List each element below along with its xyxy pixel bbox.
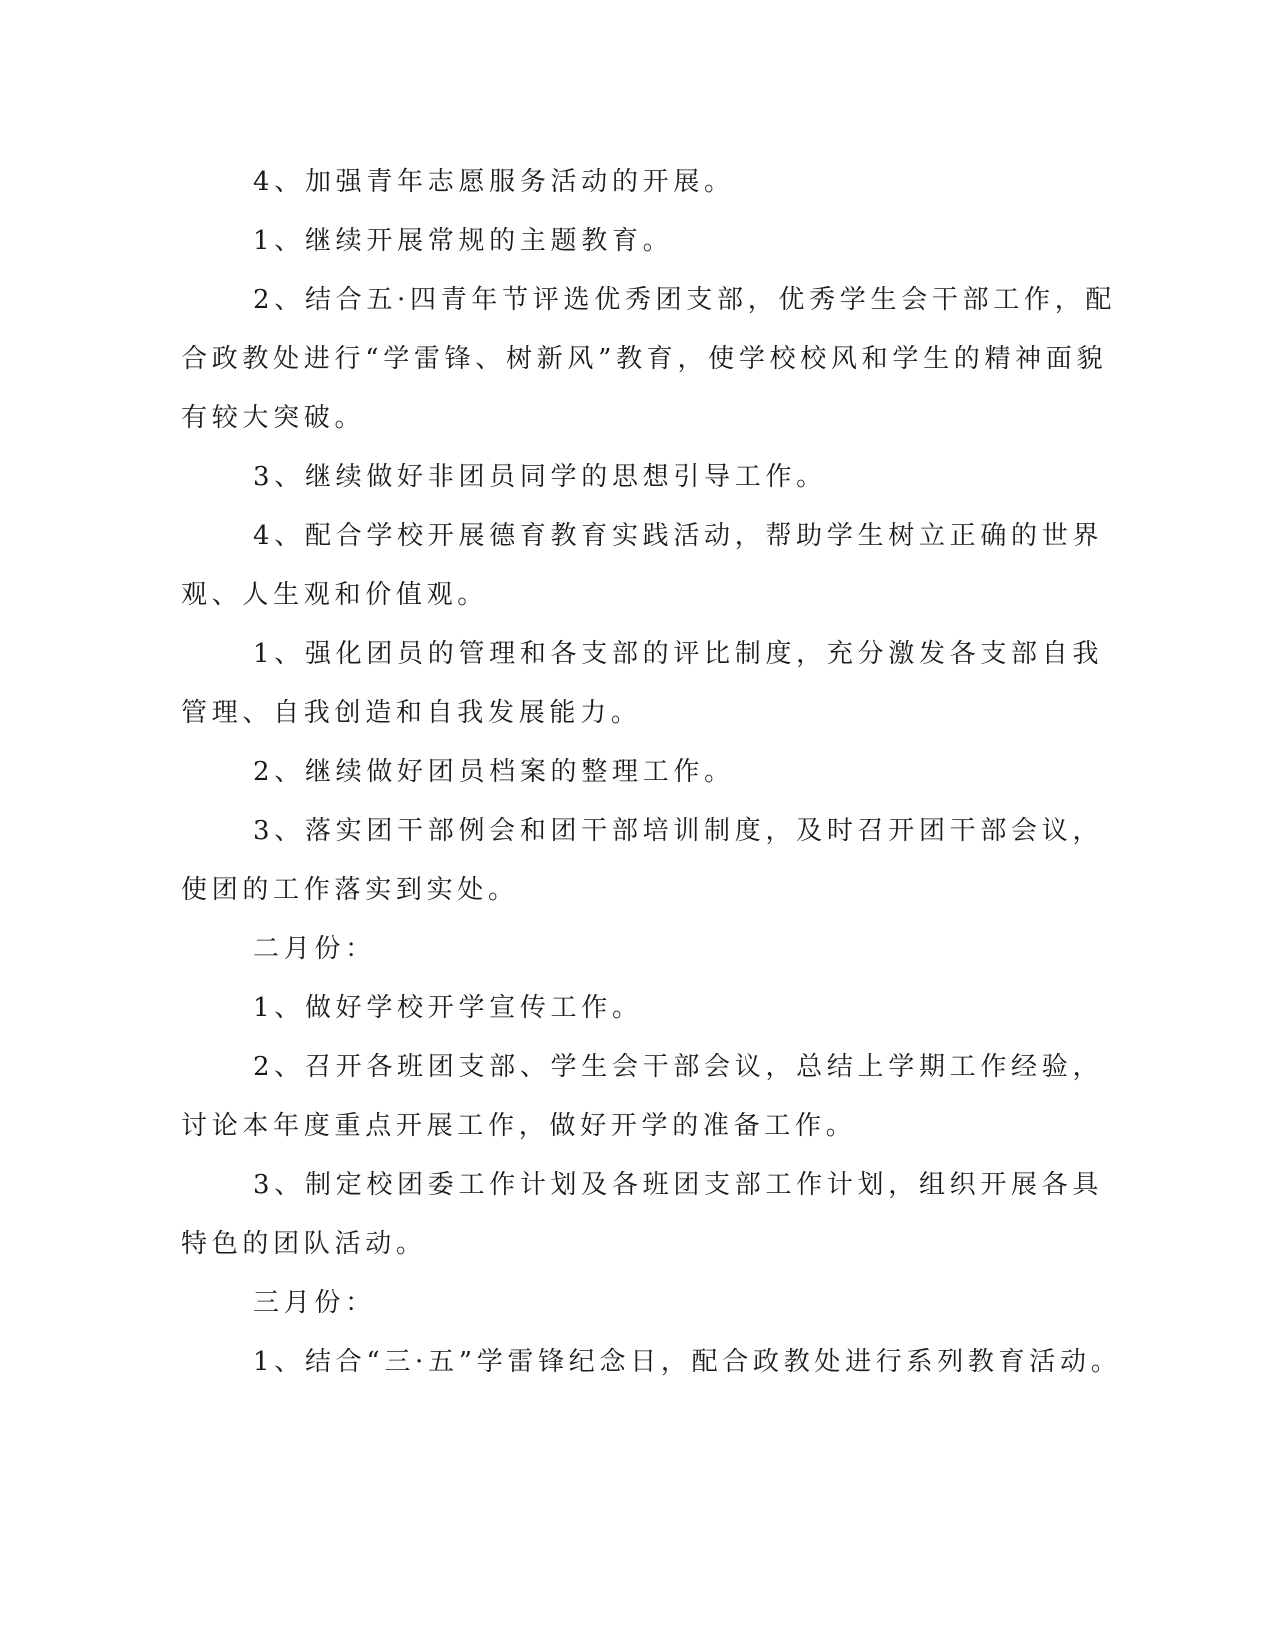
text-line: 有较大突破。 [181,403,366,433]
text-line: 特色的团队活动。 [181,1229,427,1259]
text-line: 合政教处进行“学雷锋、树新风”教育，使学校校风和学生的精神面貌 [181,344,1108,374]
section-heading-february: 二月份： [253,934,376,964]
text-line: 讨论本年度重点开展工作，做好开学的准备工作。 [181,1111,857,1141]
text-line: 4、配合学校开展德育教育实践活动，帮助学生树立正确的世界 [253,521,1104,551]
text-line: 1、结合“三·五”学雷锋纪念日，配合政教处进行系列教育活动。 [253,1347,1122,1377]
text-line: 2、召开各班团支部、学生会干部会议，总结上学期工作经验， [253,1052,1104,1082]
text-line: 1、强化团员的管理和各支部的评比制度，充分激发各支部自我 [253,639,1104,669]
text-line: 1、继续开展常规的主题教育。 [253,226,674,256]
text-line: 1、做好学校开学宣传工作。 [253,993,643,1023]
text-line: 管理、自我创造和自我发展能力。 [181,698,642,728]
text-line: 4、加强青年志愿服务活动的开展。 [253,167,735,197]
text-line: 3、制定校团委工作计划及各班团支部工作计划，组织开展各具 [253,1170,1104,1200]
text-line: 3、落实团干部例会和团干部培训制度，及时召开团干部会议， [253,816,1104,846]
document-body [181,158,1122,1397]
section-heading-march: 三月份： [253,1288,376,1318]
text-line: 2、结合五·四青年节评选优秀团支部，优秀学生会干部工作，配 [253,285,1117,315]
text-line: 观、人生观和价值观。 [181,580,489,610]
text-line: 2、继续做好团员档案的整理工作。 [253,757,735,787]
text-line: 使团的工作落实到实处。 [181,875,519,905]
text-line: 3、继续做好非团员同学的思想引导工作。 [253,462,827,492]
